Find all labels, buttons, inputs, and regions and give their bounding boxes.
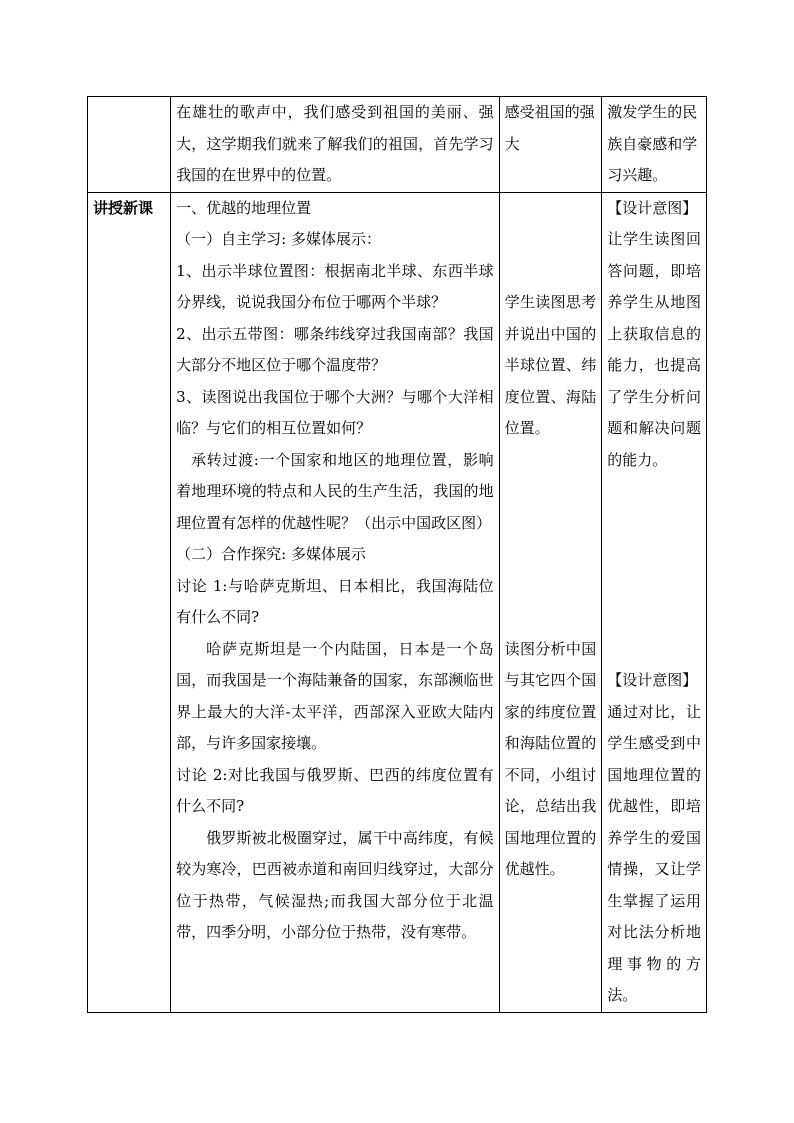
intent-heading: 【设计意图】	[607, 671, 698, 689]
intent-heading: 【设计意图】	[607, 198, 698, 217]
design-intent-cell	[602, 192, 707, 1012]
section-heading: 一、优越的地理位置	[176, 198, 312, 217]
subsection-heading: （二）合作探究: 多媒体展示	[176, 545, 366, 563]
student-activity-1: 学生读图思考并说出中国的半球位置、纬度位置、海陆位置。	[504, 293, 597, 437]
intent-text-1: 让学生读图回答问题，即培养学生从地图上获取信息的能力，也提高了学生分析问题和解决问题的能力。	[607, 230, 701, 469]
table-row	[88, 192, 707, 1012]
question-2: 2、出示五带图：哪条纬线穿过我国南部？我国大部分不地区位于哪个温度带？	[176, 324, 494, 374]
discussion-1-answer: 哈萨克斯坦是一个内陆国，日本是一个岛国，而我国是一个海陆兼备的国家，东部濒临世界上最大的大洋-太平洋，西部深入亚欧大陆内部，与许多国家接壤。	[176, 639, 494, 752]
design-intent-cell: 激发学生的民族自豪感和学习兴趣。	[602, 97, 707, 193]
teacher-activity-cell	[171, 192, 499, 1012]
teacher-activity-cell	[171, 97, 499, 193]
student-activity-cell: 感受祖国的强大	[499, 97, 602, 193]
student-activity-2: 读图分析中国与其它四个国家的纬度位置和海陆位置的不同，小组讨论，总结出我国地理位置的优越性。	[504, 639, 597, 878]
lesson-plan-table	[87, 96, 707, 1013]
discussion-1: 讨论 1:与哈萨克斯坦、日本相比，我国海陆位有什么不同?	[176, 576, 494, 626]
question-1: 1、出示半球位置图：根据南北半球、东西半球分界线，说说我国分布位于哪两个半球？	[176, 261, 494, 311]
question-3: 3、读图说出我国位于哪个大洲？与哪个大洋相临？与它们的相互位置如何？	[176, 387, 494, 437]
stage-cell	[88, 97, 171, 193]
transition-paragraph: 承转过渡:一个国家和地区的地理位置，影响着地理环境的特点和人民的生产生活，我国的地理位置有怎样的优越性呢？（出示中国政区图）	[176, 450, 494, 532]
table-row	[88, 97, 707, 193]
discussion-2-answer: 俄罗斯被北极圈穿过，属干中高纬度，有候较为寒冷，巴西被赤道和南回归线穿过，大部分位于热带，气候湿热;而我国大部分位于北温带，四季分明，小部分位于热带，没有寒带。	[176, 828, 494, 941]
paragraph: 在雄壮的歌声中，我们感受到祖国的美丽、强大，这学期我们就来了解我们的祖国，首先学习我国的在世界中的位置。	[176, 103, 494, 184]
intent-text-2: 通过对比，让学生感受到中国地理位置的优越性，即培养学生的爱国情操，又让学生掌握了运用对比法分析地理事物的方法。	[607, 702, 701, 1004]
subsection-heading: （一）自主学习: 多媒体展示：	[176, 230, 381, 248]
discussion-2: 讨论 2:对比我国与俄罗斯、巴西的纬度位置有什么不同?	[176, 765, 494, 815]
stage-cell: 讲授新课	[88, 192, 171, 1012]
student-activity-cell	[499, 192, 602, 1012]
